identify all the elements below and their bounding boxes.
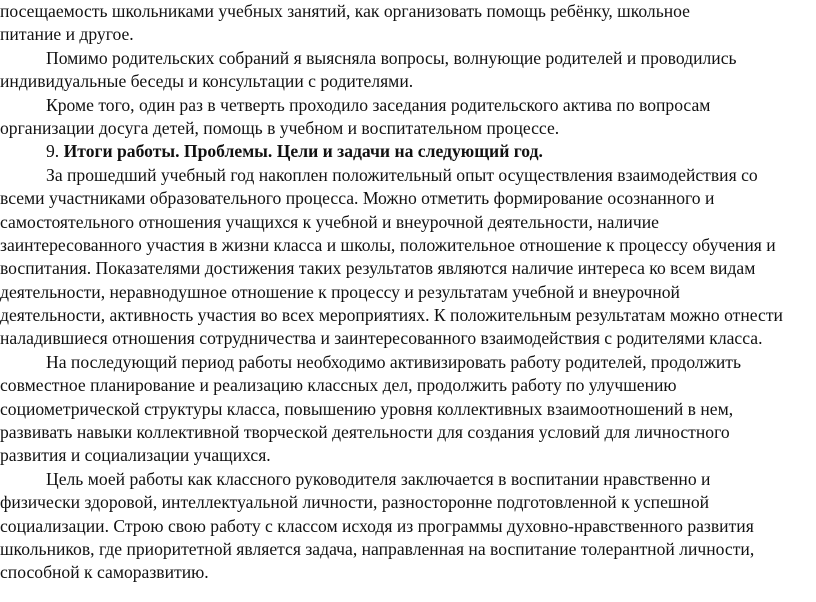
text-line: индивидуальные беседы и консультации с родителями. — [0, 71, 414, 92]
paragraph-3 — [0, 94, 812, 141]
text-line: развивать навыки коллективной творческой деятельности для создания условий для личностного — [0, 422, 730, 443]
paragraph-4 — [0, 164, 812, 351]
text-line: организации досуга детей, помощь в учебном и воспитательном процессе. — [0, 117, 560, 138]
text-line: Цель моей работы как классного руководителя заключается в воспитании нравственно и — [46, 468, 711, 489]
text-line: развития и социализации учащихся. — [0, 445, 271, 466]
text-line: школьников, где приоритетной является задача, направленная на воспитание толерантной личности, — [0, 538, 755, 559]
text-line: совместное планирование и реализацию классных дел, продолжить работу по улучшению — [0, 375, 677, 396]
text-line: Кроме того, один раз в четверть проходило заседания родительского актива по вопросам — [46, 94, 711, 115]
text-line: питание и другое. — [0, 24, 134, 45]
text-line: посещаемость школьниками учебных занятий, как организовать помощь ребёнку, школьное — [0, 1, 690, 21]
text-line: физически здоровой, интеллектуальной личности, разносторонне подготовленной к успешной — [0, 492, 710, 513]
section-heading-text: Итоги работы. Проблемы. Цели и задачи на следующий год. — [63, 141, 543, 162]
text-line: За прошедший учебный год накоплен положительный опыт осуществления взаимодействия со — [46, 164, 758, 185]
text-line: социализации. Строю свою работу с классом исходя из программы духовно-нравственного развития — [0, 515, 754, 536]
section-heading — [0, 140, 812, 163]
paragraph-6 — [0, 468, 812, 585]
paragraph-1 — [0, 0, 812, 47]
paragraph-2 — [0, 47, 812, 94]
text-line: воспитания. Показателями достижения таких результатов являются наличие интереса ко всем видам — [0, 258, 756, 279]
paragraph-5 — [0, 351, 812, 468]
text-line: На последующий период работы необходимо активизировать работу родителей, продолжить — [46, 351, 741, 372]
text-line: самостоятельного отношения учащихся к учебной и внеурочной деятельности, наличие — [0, 211, 659, 232]
text-line: заинтересованного участия в жизни класса и школы, положительное отношение к процессу обучения и — [0, 234, 776, 255]
text-line: всеми участниками образовательного процесса. Можно отметить формирование осознанного и — [0, 188, 715, 209]
text-line: социометрической структуры класса, повышению уровня коллективных взаимоотношений в нем, — [0, 398, 734, 419]
text-line: Помимо родительских собраний я выясняла вопросы, волнующие родителей и проводились — [46, 47, 737, 68]
section-number: 9. — [46, 141, 64, 162]
text-line: наладившиеся отношения сотрудничества и заинтересованного взаимодействия с родителями класса. — [0, 328, 763, 349]
text-line: деятельности, активность участия во всех мероприятиях. К положительным результатам можно отнести — [0, 305, 783, 326]
text-line: деятельности, неравнодушное отношение к процессу и результатам учебной и внеурочной — [0, 281, 680, 302]
text-line: способной к саморазвитию. — [0, 562, 209, 583]
